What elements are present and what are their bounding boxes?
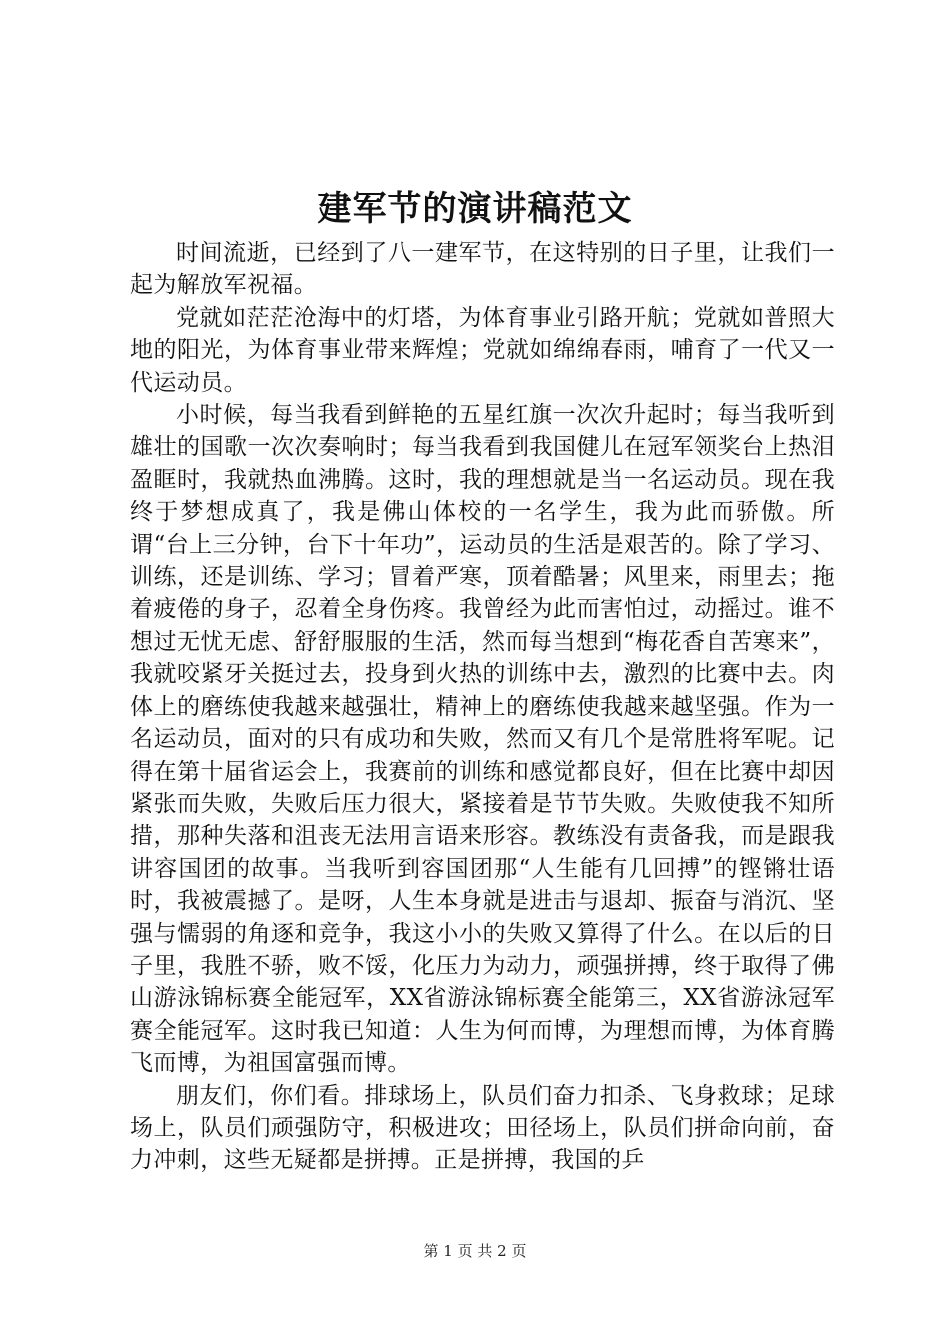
document-body xyxy=(130,237,835,1177)
document-title: 建军节的演讲稿范文 xyxy=(317,189,633,229)
paragraph-4: 朋友们，你们看。排球场上，队员们奋力扣杀、飞身救球；足球场上，队员们顽强防守，积极进攻；田径场上，队员们拼命向前，奋力冲刺，这些无疑都是拼搏。正是拼搏，我国的乒 xyxy=(130,1082,835,1174)
paragraph-3: 小时候，每当我看到鲜艳的五星红旗一次次升起时；每当我听到雄壮的国歌一次次奏响时；每当我看到我国健儿在冠军领奖台上热泪盈眶时，我就热血沸腾。这时，我的理想就是当一名运动员。现在我终于梦想成真了，我是佛山体校的一名学生，我为此而骄傲。所谓“台上三分钟，台下十年功”，运动员的生活是艰苦的。除了学习、训练，还是训练、学习；冒着严寒，顶着酷暑；风里来，雨里去；拖着疲倦的身子，忍着全身伤疼。我曾经为此而害怕过，动摇过。谁不想过无忧无虑、舒舒服服的生活，然而每当想到“梅花香自苦寒来”，我就咬紧牙关挺过去，投身到火热的训练中去，激烈的比赛中去。肉体上的磨练使我越来越强壮，精神上的磨练使我越来越坚强。作为一名运动员，面对的只有成功和失败，然而又有几个是常胜将军呢。记得在第十届省运会上，我赛前的训练和感觉都良好，但在比赛中却因紧张而失败，失败后压力很大，紧接着是节节失败。失败使我不知所措，那种失落和沮丧无法用言语来形容。教练没有责备我，而是跟我讲容国团的故事。当我听到容国团那“人生能有几回搏”的铿锵壮语时，我被震撼了。是呀，人生本身就是进击与退却、振奋与消沉、坚强与懦弱的角逐和竞争，我这小小的失败又算得了什么。在以后的日子里，我胜不骄，败不馁，化压力为动力，顽强拼搏，终于取得了佛山游泳锦标赛全能冠军，XX省游泳锦标赛全能第三，XX省游泳冠军赛全能冠军。这时我已知道：人生为何而博，为理想而博，为体育腾飞而博，为祖国富强而博。 xyxy=(130,402,835,1077)
page-number-footer: 第 1 页 共 2 页 xyxy=(423,1242,527,1260)
paragraph-1: 时间流逝，已经到了八一建军节，在这特别的日子里，让我们一起为解放军祝福。 xyxy=(130,240,835,299)
paragraph-2: 党就如茫茫沧海中的灯塔，为体育事业引路开航；党就如普照大地的阳光，为体育事业带来辉煌；党就如绵绵春雨，哺育了一代又一代运动员。 xyxy=(130,304,835,396)
